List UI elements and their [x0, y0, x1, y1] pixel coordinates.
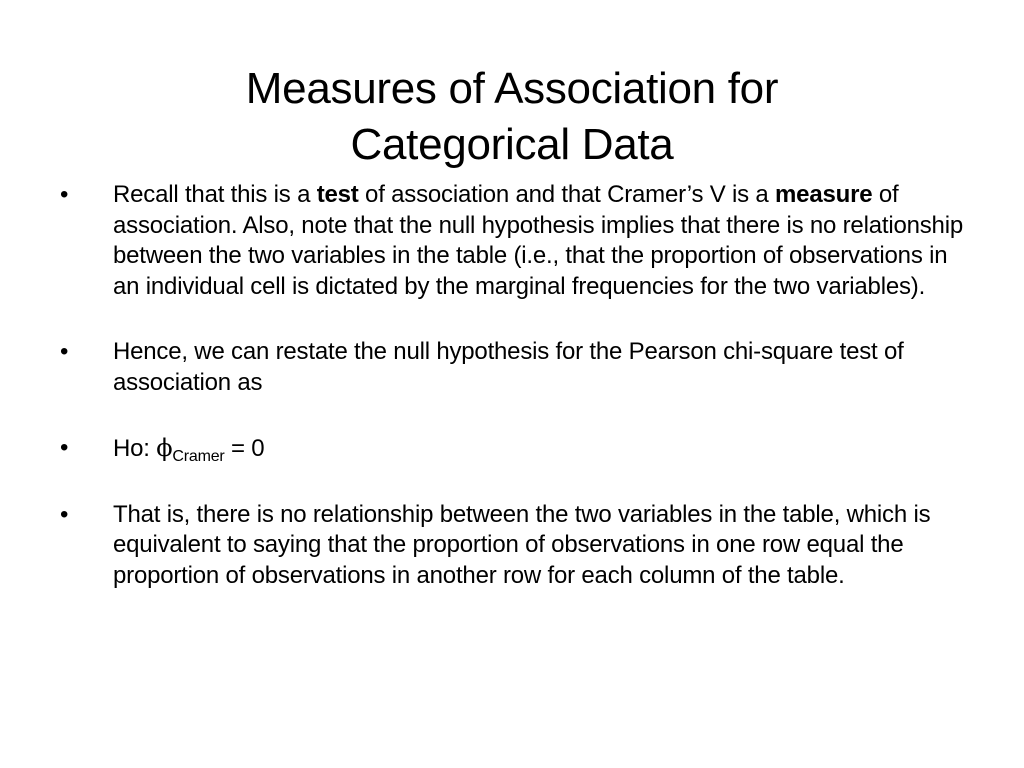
bullet-item-1 [60, 180, 980, 302]
slide-title [120, 61, 904, 173]
bullet-item-3 [60, 433, 980, 465]
phi-subscript: Cramer [172, 448, 225, 465]
bullet-1-part-1: Recall that this is a [113, 181, 317, 208]
phi-symbol: ϕ [156, 434, 173, 462]
bullet-marker: • [60, 500, 69, 528]
bullet-text-1 [113, 181, 963, 300]
bullet-marker: • [60, 434, 69, 461]
hypothesis-suffix: = 0 [224, 435, 265, 462]
bullet-1-bold-test: test [316, 181, 359, 208]
bullet-1-bold-measure: measure [775, 181, 873, 208]
bullet-text-2: Hence, we can restate the null hypothesis for the Pearson chi-square test of association as [113, 338, 904, 396]
title-line-2: Categorical Data [350, 120, 674, 170]
bullet-marker: • [60, 338, 69, 365]
bullet-1-part-3: of association. Also, note that the null hypothesis implies that there is no relationship between the two variables in the table (i.e., that the proportion of observations in an individual cell is dictated by the marginal frequencies for the two variables). [113, 181, 963, 300]
bullet-list [60, 180, 980, 591]
bullet-text-4: That is, there is no relationship between the two variables in the table, which is equivalent to saying that the proportion of observations in one row equal the proportion of observations in another row for each column of the table. [113, 500, 931, 589]
title-line-1: Measures of Association for [245, 64, 779, 114]
bullet-item-2 [60, 337, 980, 398]
bullet-text-3 [113, 434, 265, 465]
bullet-marker: • [60, 181, 69, 208]
hypothesis-prefix: Ho: [113, 435, 157, 462]
bullet-item-4 [60, 500, 980, 592]
bullet-1-part-2: of association and that Cramer’s V is a [358, 181, 776, 208]
